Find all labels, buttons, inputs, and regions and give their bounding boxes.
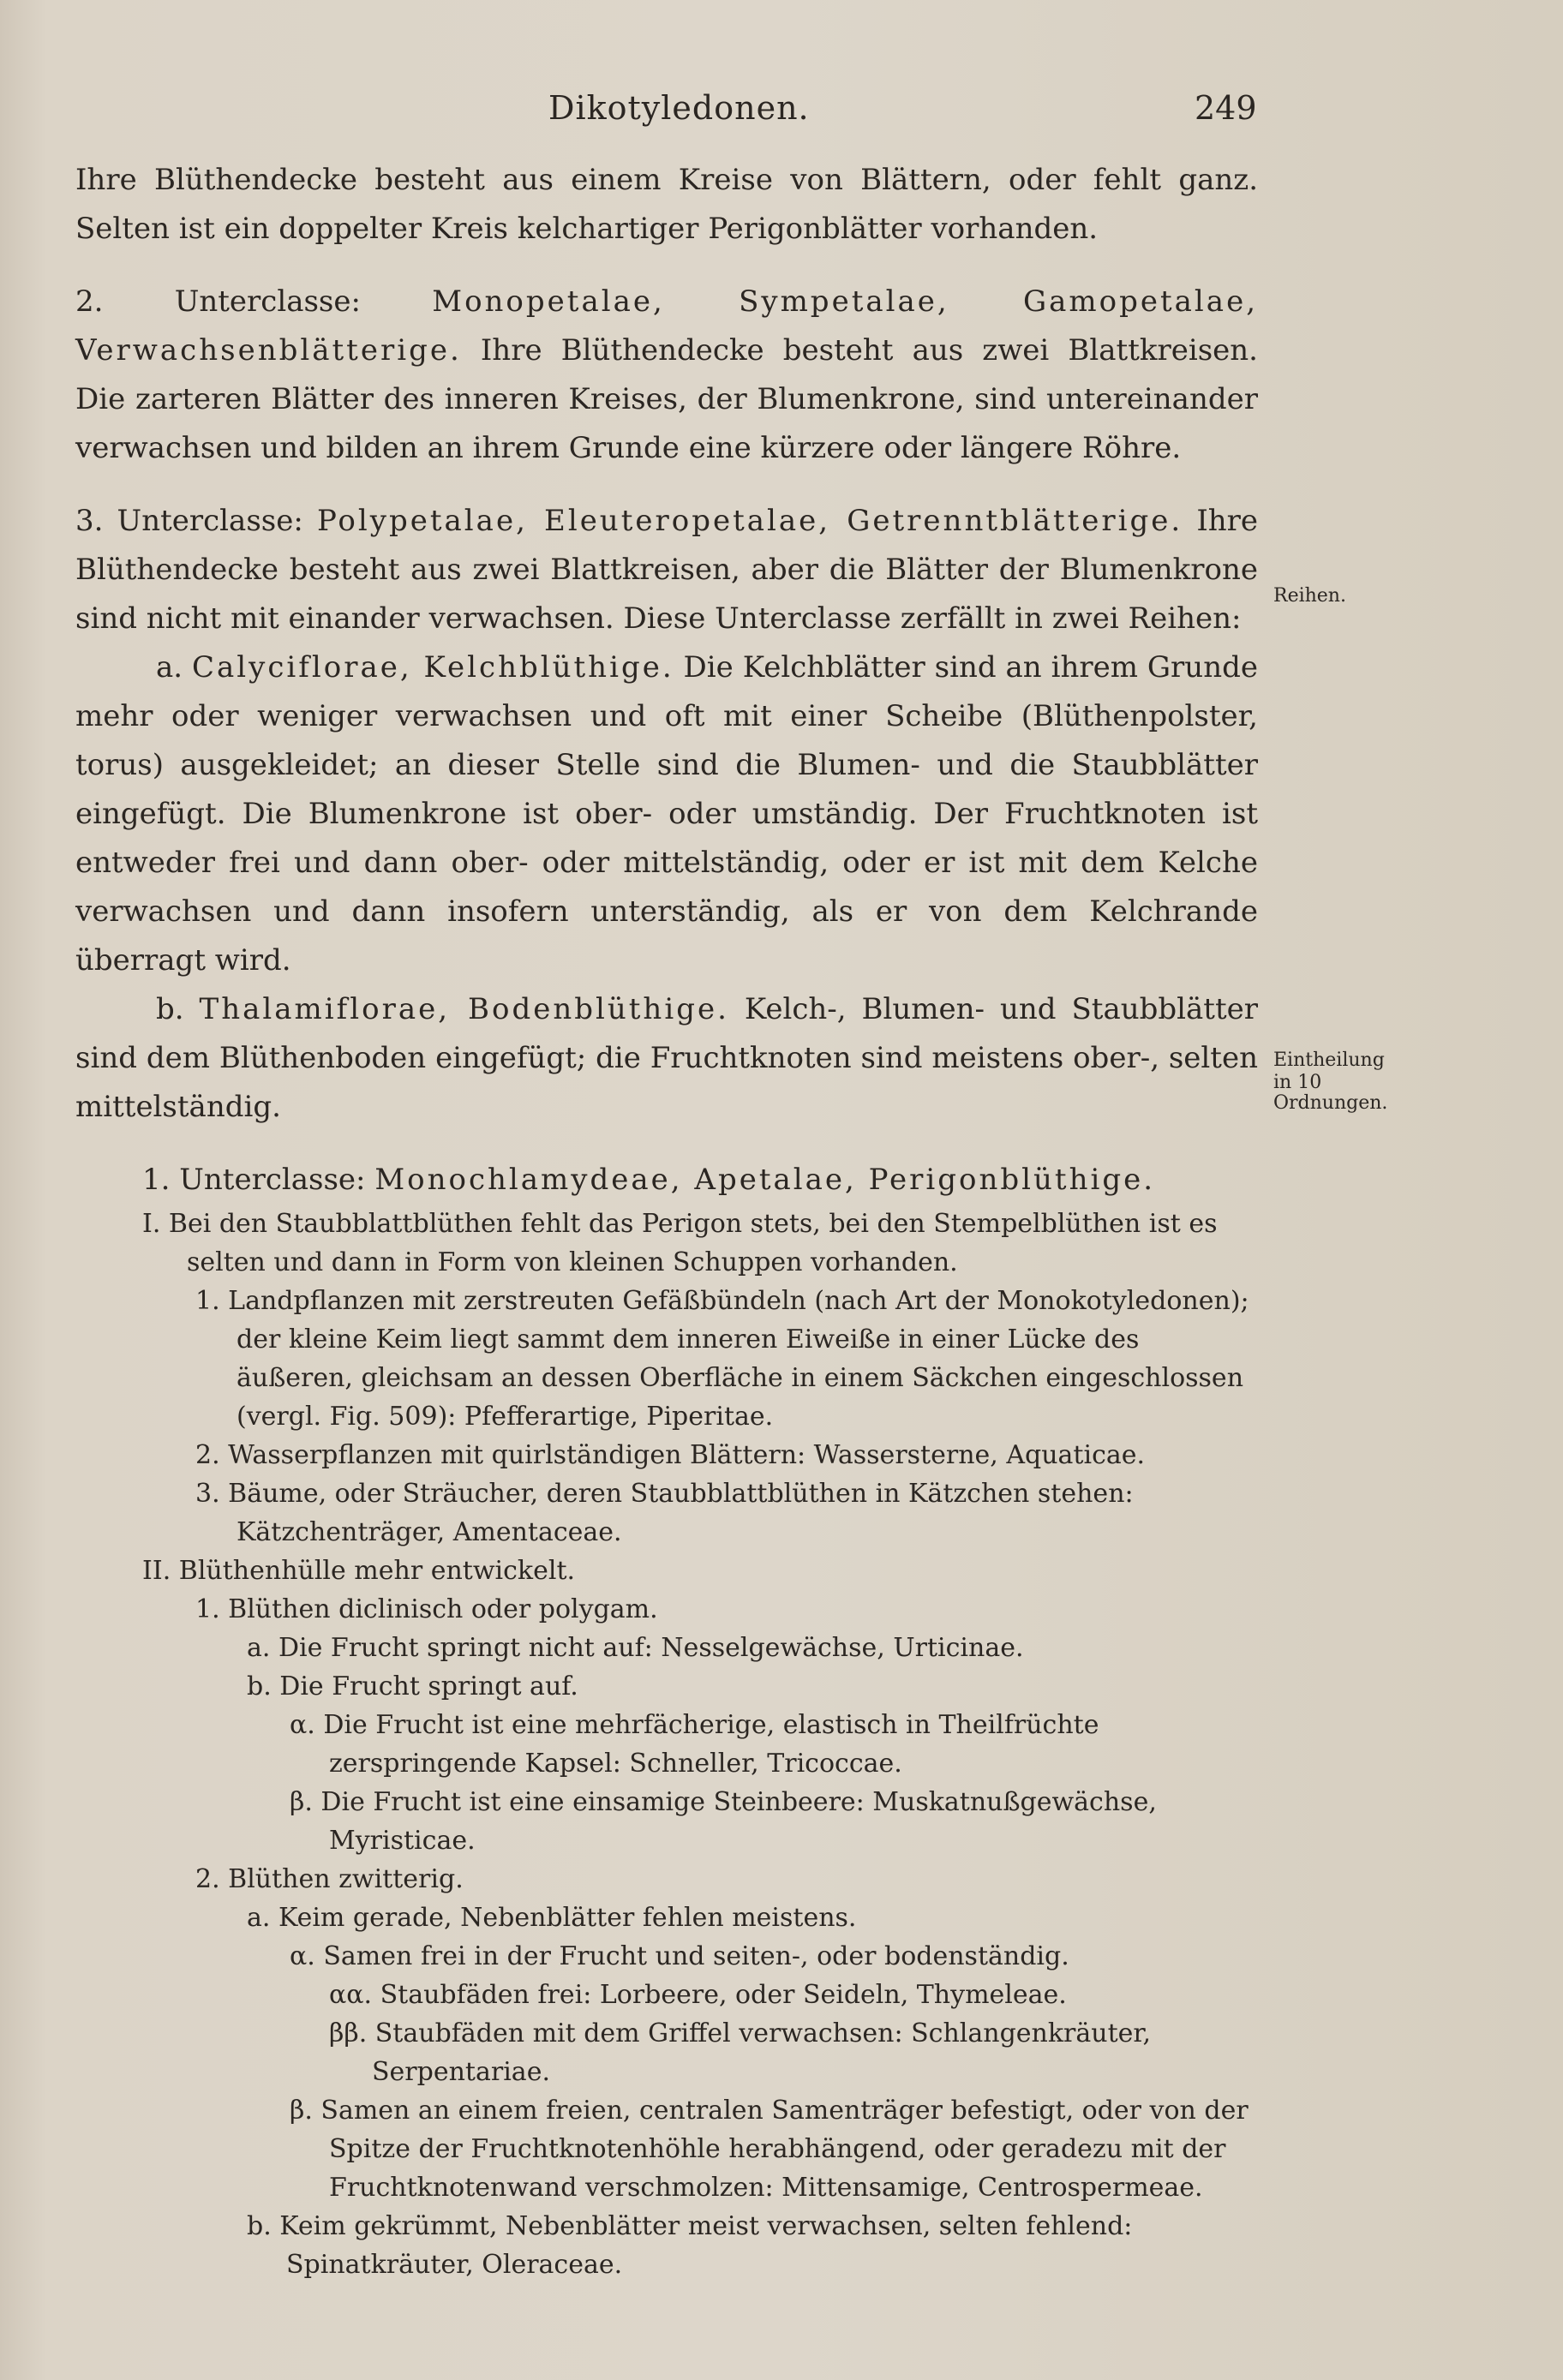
- page-number: 249: [1195, 89, 1257, 127]
- outline-item: I. Bei den Staubblattblüthen fehlt das Perigon stets, bei den Stempelblüthen ist es selten und dann in Form von kleinen Schuppen vorhanden.: [142, 1209, 1218, 1277]
- subclass-2-text: Ihre Blüthendecke besteht aus zwei Blattkreisen. Die zarteren Blätter des inneren Kreises, der Blumenkrone, sind untereinander verwachsen und bilden an ihrem Grunde eine kürzere oder längere Röhre.: [75, 333, 1258, 465]
- subclass-2-names: Monopetalae, Sympetalae, Gamopetalae, Verwachsenblätterige.: [75, 284, 1259, 368]
- outline-item: 1. Blüthen diclinisch oder polygam.: [195, 1594, 658, 1624]
- subclass-1-names: Monochlamydeae, Apetalae, Perigonblüthige.: [374, 1163, 1156, 1197]
- outline-item: 3. Bäume, oder Sträucher, deren Staubblattblüthen in Kätzchen stehen: Kätzchenträger, Amentaceae.: [195, 1479, 1134, 1547]
- series-b-names: Thalamiflorae, Bodenblüthige.: [199, 992, 729, 1026]
- margin-note-eintheilung: Eintheilung: [1273, 1049, 1385, 1071]
- subclass-3-paragraph: [75, 497, 1258, 643]
- outline-item: a. Keim gerade, Nebenblätter fehlen meistens.: [247, 1903, 857, 1933]
- outline-item: b. Die Frucht springt auf.: [247, 1671, 578, 1701]
- subclass-3-names: Polypetalae, Eleuteropetalae, Getrenntblätterige.: [316, 504, 1183, 538]
- outline-item: α. Samen frei in der Frucht und seiten-, oder bodenständig.: [290, 1941, 1069, 1971]
- outline-item: αα. Staubfäden frei: Lorbeere, oder Seideln, Thymeleae.: [329, 1980, 1067, 2010]
- subclass-1-heading: [75, 1156, 1258, 1205]
- series-b-paragraph: [75, 985, 1258, 1132]
- series-a-paragraph: [75, 643, 1258, 985]
- subclass-3-text: Ihre Blüthendecke besteht aus zwei Blattkreisen, aber die Blätter der Blumenkrone sind nicht mit einander verwachsen. Diese Unterclasse zerfällt in zwei Reihen:: [75, 504, 1259, 636]
- subclass-2-label: 2. Unterclasse:: [75, 284, 361, 319]
- outline-item: β. Samen an einem freien, centralen Samenträger befestigt, oder von der Spitze der Fruchtknotenhöhle herabhängend, oder geradezu mit der Fruchtknotenwand verschmolzen: Mittensamige, Centrospermeae.: [290, 2096, 1249, 2203]
- series-a-label: a.: [156, 650, 183, 685]
- text-body: [75, 156, 1258, 2284]
- intro-paragraph: Ihre Blüthendecke besteht aus einem Kreise von Blättern, oder fehlt ganz. Selten ist ein doppelter Kreis kelchartiger Perigonblätter vorhanden.: [75, 163, 1258, 246]
- running-header: [0, 89, 1563, 132]
- outline-item: 2. Wasserpflanzen mit quirlständigen Blättern: Wassersterne, Aquaticae.: [195, 1440, 1146, 1470]
- outline-item: II. Blüthenhülle mehr entwickelt.: [142, 1556, 576, 1586]
- margin-note-reihen: Reihen.: [1273, 585, 1346, 607]
- series-a-names: Calyciflorae, Kelchblüthige.: [191, 650, 674, 685]
- series-a-text: Die Kelchblätter sind an ihrem Grunde mehr oder weniger verwachsen und oft mit einer Scheibe (Blüthenpolster, torus) ausgekleidet; an dieser Stelle sind die Blumen- und die Staubblätter eingefügt. Die Blumenkrone ist ober- oder umständig. Der Fruchtknoten ist entweder frei und dann ober- oder mittelständig, oder er ist mit dem Kelche verwachsen und dann insofern unterständig, als er von dem Kelchrande überragt wird.: [75, 650, 1258, 978]
- outline-item: a. Die Frucht springt nicht auf: Nesselgewächse, Urticinae.: [247, 1633, 1024, 1663]
- series-b-label: b.: [156, 992, 184, 1026]
- outline-item: b. Keim gekrümmt, Nebenblätter meist verwachsen, selten fehlend: Spinatkräuter, Oleraceae.: [247, 2211, 1133, 2280]
- series-b-text: Kelch-, Blumen- und Staubblätter sind dem Blüthenboden eingefügt; die Fruchtknoten sind meistens ober-, selten mittelständig.: [75, 992, 1259, 1124]
- classification-outline: [75, 1205, 1258, 2284]
- subclass-1-label: 1. Unterclasse:: [142, 1163, 366, 1197]
- subclass-3-label: 3. Unterclasse:: [75, 504, 303, 538]
- outline-item: ββ. Staubfäden mit dem Griffel verwachsen: Schlangenkräuter, Serpentariae.: [329, 2018, 1151, 2087]
- outline-item: 1. Landpflanzen mit zerstreuten Gefäßbündeln (nach Art der Monokotyledonen); der kleine Keim liegt sammt dem inneren Eiweiße in einer Lücke des äußeren, gleichsam an dessen Oberfläche in einem Säckchen eingeschlossen (vergl. Fig. 509): Pfefferartige, Piperitae.: [195, 1286, 1249, 1432]
- outline-item: 2. Blüthen zwitterig.: [195, 1864, 464, 1894]
- subclass-2-paragraph: [75, 278, 1258, 473]
- outline-item: α. Die Frucht ist eine mehrfächerige, elastisch in Theilfrüchte zerspringende Kapsel: Schneller, Tricoccae.: [290, 1710, 1099, 1779]
- outline-item: β. Die Frucht ist eine einsamige Steinbeere: Muskatnußgewächse, Myristicae.: [290, 1787, 1157, 1856]
- running-title: Dikotyledonen.: [548, 89, 810, 127]
- margin-note-ordnungen: in 10 Ordnungen.: [1273, 1072, 1388, 1114]
